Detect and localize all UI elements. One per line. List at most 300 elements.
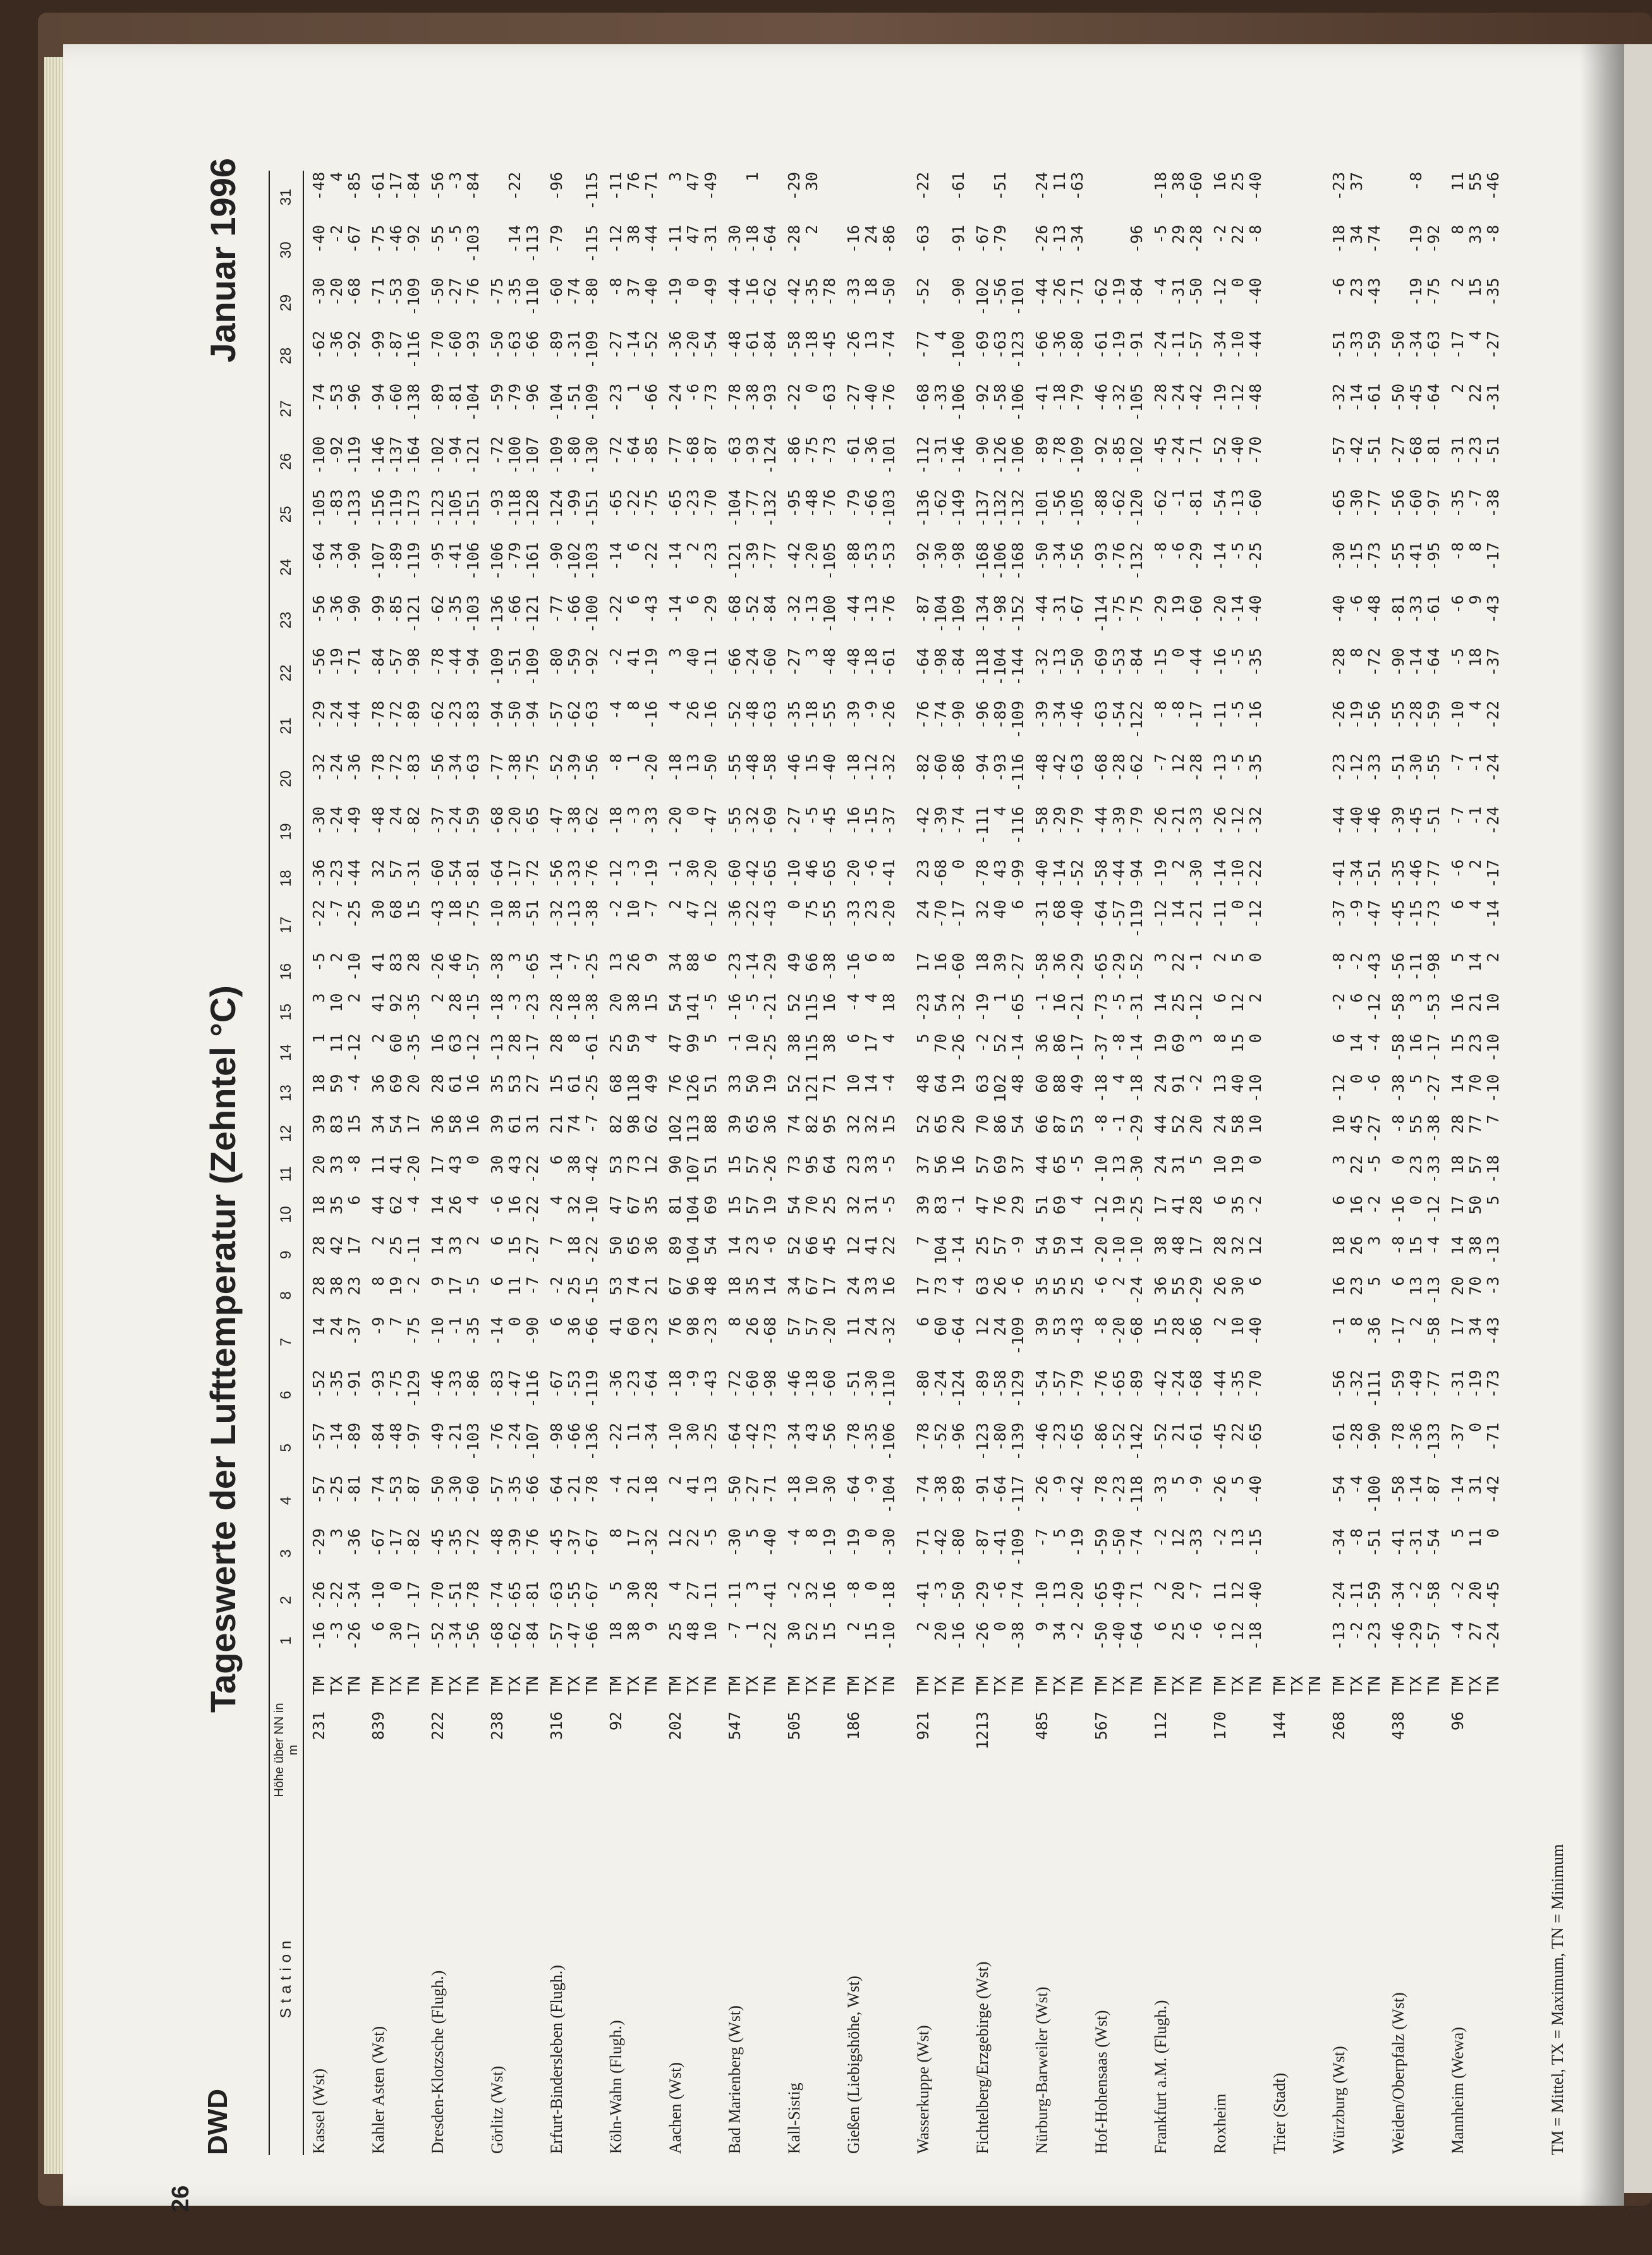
table-row: [839, 171, 863, 2155]
temp-value: 15: [862, 1621, 880, 1641]
temp-value: -31: [1407, 1528, 1425, 1557]
temp-value: 17: [1187, 1236, 1205, 1255]
temp-value: -64: [1127, 1621, 1146, 1651]
temp-value: 0: [1246, 1033, 1265, 1043]
temp-value: -12: [1365, 993, 1383, 1022]
temp-value: -74: [932, 700, 950, 729]
temp-value: -22: [327, 1581, 346, 1610]
temp-value: 33: [327, 1155, 346, 1174]
temp-value: 30: [488, 1155, 506, 1174]
temp-value: -14: [1449, 1475, 1467, 1504]
temp-value: 17: [820, 1276, 839, 1296]
temp-value: 0: [1169, 648, 1187, 658]
day-header: 16: [269, 951, 303, 992]
temp-value: -33: [1365, 753, 1383, 782]
temp-value: [1289, 382, 1306, 435]
temp-value: -8: [1151, 542, 1170, 561]
temp-value: -107: [523, 1422, 542, 1461]
temp-value: [932, 224, 950, 277]
temp-value: -45: [1407, 806, 1425, 836]
temp-value: 73: [624, 1155, 643, 1174]
temp-value: -11: [1211, 700, 1229, 729]
temp-value: -34: [785, 1422, 803, 1452]
temp-value: 41: [607, 1316, 625, 1336]
temp-value: -69: [1092, 648, 1110, 677]
temp-value: 36: [369, 1074, 387, 1093]
temp-value: -37: [1449, 1422, 1467, 1452]
temp-value: -120: [1127, 489, 1146, 528]
temp-value: 34: [785, 1276, 803, 1296]
temp-value: -106: [949, 383, 968, 422]
temp-value: -10: [428, 1316, 447, 1346]
temp-value: -63: [506, 331, 524, 360]
temp-value: -90: [1365, 1422, 1383, 1452]
temp-value: -19: [1466, 1370, 1485, 1399]
temp-value: 54: [785, 1195, 803, 1215]
temp-value: -54: [701, 331, 720, 360]
temp-value: -12: [1211, 277, 1229, 307]
temp-value: [1265, 1474, 1289, 1528]
temp-value: 6: [1449, 899, 1467, 909]
temp-value: -45: [1407, 383, 1425, 412]
temp-value: 21: [624, 1475, 643, 1495]
temp-value: -26: [880, 700, 898, 729]
temp-value: -64: [1424, 383, 1443, 412]
temp-value: 57: [743, 1195, 762, 1215]
temp-value: -57: [387, 648, 405, 677]
temp-value: 25: [973, 1236, 992, 1255]
value-code: TM: [547, 1675, 566, 1695]
temp-value: [1289, 1316, 1306, 1369]
temp-value: 17: [404, 1114, 423, 1134]
temp-value: -37: [345, 1316, 363, 1346]
temp-value: -89: [404, 700, 423, 729]
temp-value: -27: [1484, 331, 1502, 360]
temp-value: -60: [761, 648, 779, 677]
temp-value: -52: [914, 277, 932, 307]
temp-value: 54: [666, 993, 684, 1012]
temp-value: -22: [583, 1236, 601, 1265]
temp-value: 6: [1211, 1195, 1229, 1205]
temp-value: -109: [949, 595, 968, 633]
temp-value: 88: [701, 1114, 720, 1134]
temp-value: 4: [932, 331, 950, 341]
temp-value: -32: [1033, 648, 1051, 677]
temp-value: 2: [684, 542, 702, 552]
temp-value: -119: [345, 436, 363, 475]
temp-value: 69: [1050, 1195, 1069, 1215]
temp-value: 31: [1169, 1155, 1187, 1174]
temp-value: 24: [862, 224, 880, 244]
temp-value: -94: [1127, 859, 1146, 888]
temp-value: -118: [1127, 1475, 1146, 1514]
temp-value: -29: [1127, 1114, 1146, 1143]
temp-value: -72: [523, 859, 542, 888]
temp-value: 88: [684, 952, 702, 972]
temp-value: -4: [404, 1195, 423, 1215]
temp-value: -10: [1033, 1581, 1051, 1610]
temp-value: -6: [1092, 1276, 1110, 1296]
temp-value: -5: [743, 993, 762, 1012]
temp-value: 18: [310, 1074, 328, 1093]
temp-value: 60: [932, 1316, 950, 1336]
temp-value: 0: [506, 1316, 524, 1327]
temp-value: 2: [844, 1621, 863, 1632]
temp-value: -53: [1110, 648, 1128, 677]
temp-value: 17: [1449, 1316, 1467, 1336]
temp-value: -9: [1187, 1475, 1205, 1495]
temp-value: -92: [973, 383, 992, 412]
temp-value: -32: [949, 993, 968, 1022]
temp-value: -62: [932, 489, 950, 518]
station-height: 202: [666, 1711, 684, 1741]
temp-value: [1306, 805, 1324, 858]
temp-value: -74: [914, 1475, 932, 1504]
temp-value: 44: [1151, 1114, 1170, 1134]
temp-value: 3: [803, 648, 821, 658]
temp-value: 11: [1211, 1581, 1229, 1601]
temp-value: 28: [428, 1074, 447, 1093]
temp-value: -29: [1050, 806, 1069, 836]
temp-value: 32: [973, 899, 992, 919]
temp-value: -100: [1365, 1475, 1383, 1514]
temp-value: -106: [1009, 436, 1027, 475]
temp-value: -1: [1330, 1316, 1348, 1336]
temp-value: -64: [547, 1475, 566, 1504]
temp-value: -39: [1389, 806, 1407, 836]
temp-value: 2: [327, 952, 346, 963]
temp-value: -82: [914, 753, 932, 782]
temp-value: -151: [583, 489, 601, 528]
value-code: TX: [803, 1675, 821, 1695]
temp-value: -79: [1068, 383, 1086, 412]
temp-value: -26: [1330, 700, 1348, 729]
temp-value: -14: [506, 224, 524, 253]
temp-value: 38: [565, 1155, 583, 1174]
temp-value: -83: [488, 1370, 506, 1399]
temp-value: -78: [973, 859, 992, 888]
temp-value: -96: [547, 172, 566, 201]
temp-value: -20: [327, 277, 346, 307]
temp-value: 52: [785, 1236, 803, 1255]
temp-value: -18: [785, 1475, 803, 1504]
temp-value: 15: [820, 1621, 839, 1641]
temp-value: 18: [1449, 1155, 1467, 1174]
temp-value: -8: [1246, 224, 1265, 244]
temp-value: 69: [1169, 1033, 1187, 1053]
temp-value: 16: [464, 1114, 482, 1134]
temp-value: -14: [488, 1316, 506, 1346]
temp-value: -87: [973, 1528, 992, 1557]
temp-value: [1128, 171, 1146, 224]
temp-value: -5: [1229, 648, 1247, 667]
temp-value: 15: [404, 899, 423, 919]
temp-value: -34: [446, 1621, 465, 1651]
temp-value: [1306, 276, 1324, 329]
temp-value: -52: [547, 753, 566, 782]
temp-value: 25: [1229, 172, 1247, 191]
temp-value: -59: [488, 383, 506, 412]
temp-value: -12: [607, 859, 625, 888]
temp-value: [1306, 992, 1324, 1032]
temp-value: 65: [743, 1114, 762, 1134]
temp-value: -19: [1211, 383, 1229, 412]
station-name: Hof-Hohensaas (Wst): [1092, 2010, 1110, 2154]
temp-value: -11: [1169, 331, 1187, 360]
temp-value: -60: [820, 1370, 839, 1399]
temp-value: 96: [684, 1276, 702, 1296]
temp-value: -74: [310, 383, 328, 412]
temp-value: [1383, 224, 1407, 277]
temp-value: -31: [932, 436, 950, 465]
temp-value: 13: [1211, 1074, 1229, 1093]
day-header: 2: [269, 1580, 303, 1620]
temp-value: -10: [488, 899, 506, 928]
temp-value: 57: [785, 1316, 803, 1336]
temp-value: 30: [1229, 1276, 1247, 1296]
temp-value: 13: [1110, 1155, 1128, 1174]
station-name: Kall-Sistig: [785, 2082, 803, 2154]
temp-value: -2: [404, 1276, 423, 1296]
temp-value: -64: [949, 1316, 968, 1346]
station-height: 170: [1211, 1711, 1229, 1741]
station-height: 96: [1449, 1711, 1467, 1731]
temp-value: -75: [1110, 595, 1128, 624]
temp-value: 3: [1151, 952, 1170, 963]
temp-value: -52: [1127, 952, 1146, 982]
temp-value: -35: [1389, 859, 1407, 888]
temp-value: 28: [547, 1033, 566, 1053]
temp-value: 29: [1009, 1195, 1027, 1215]
temp-value: -46: [1092, 383, 1110, 412]
temp-value: 4: [1466, 700, 1485, 710]
temp-value: 74: [624, 1276, 643, 1296]
temp-value: -13: [1050, 224, 1069, 253]
temp-value: [1289, 647, 1306, 700]
temp-value: -3: [1484, 1276, 1502, 1296]
temp-value: -18: [1330, 224, 1348, 253]
temp-value: -99: [369, 595, 387, 624]
temp-value: -67: [973, 224, 992, 253]
temp-value: -61: [880, 648, 898, 677]
temp-value: -30: [862, 1370, 880, 1399]
temp-value: -53: [387, 1475, 405, 1504]
temp-value: -64: [310, 542, 328, 571]
temp-value: -80: [1068, 331, 1086, 360]
temp-value: -10: [1484, 1074, 1502, 1103]
day-header: 13: [269, 1073, 303, 1113]
temp-value: -104: [726, 489, 744, 528]
value-code: TM: [1389, 1675, 1407, 1695]
temp-value: 10: [624, 899, 643, 919]
temp-value: -2: [973, 1033, 992, 1053]
temp-value: 40: [1229, 1074, 1247, 1093]
temp-value: -43: [428, 899, 447, 928]
temp-value: -129: [1009, 1370, 1027, 1408]
temp-value: -8: [844, 1581, 863, 1601]
temp-value: -69: [761, 806, 779, 836]
value-code: TN: [583, 1675, 601, 1695]
temp-value: 38: [506, 899, 524, 919]
temp-value: 0: [387, 1581, 405, 1591]
temp-value: -84: [761, 595, 779, 624]
temp-value: -3: [327, 1621, 346, 1641]
temp-value: 31: [862, 1195, 880, 1215]
temp-value: [1265, 171, 1289, 224]
temp-value: -62: [428, 700, 447, 729]
temp-value: -24: [446, 806, 465, 836]
temp-value: -50: [1092, 1621, 1110, 1651]
temp-value: -24: [1169, 383, 1187, 412]
temp-value: -12: [1229, 383, 1247, 412]
temp-value: -32: [880, 1316, 898, 1346]
temp-value: -16: [949, 1621, 968, 1651]
temp-value: 17: [914, 1276, 932, 1296]
temp-value: 51: [1033, 1195, 1051, 1215]
temp-value: -43: [1484, 1316, 1502, 1346]
temp-value: -65: [1068, 1422, 1086, 1452]
temp-value: -72: [387, 753, 405, 782]
temp-value: -52: [726, 700, 744, 729]
temp-value: [968, 171, 992, 224]
temp-value: -53: [862, 542, 880, 571]
temp-value: -42: [1151, 1370, 1170, 1399]
temp-value: -5: [1229, 700, 1247, 720]
temp-value: -54: [1330, 1475, 1348, 1504]
temp-value: -39: [1033, 700, 1051, 729]
temp-value: -1: [666, 859, 684, 878]
temp-value: -95: [1424, 542, 1443, 571]
temp-value: -32: [785, 595, 803, 624]
temp-value: -34: [1068, 224, 1086, 253]
temp-value: 2: [666, 899, 684, 909]
temp-value: [1306, 951, 1324, 992]
temp-value: 38: [1151, 1236, 1170, 1255]
temp-value: 3: [327, 1528, 346, 1538]
temp-value: 63: [973, 1276, 992, 1296]
temp-value: -22: [523, 1195, 542, 1224]
temp-value: -75: [464, 899, 482, 928]
temp-value: -73: [1424, 899, 1443, 928]
temp-value: -60: [387, 383, 405, 412]
temp-value: -74: [1127, 1528, 1146, 1557]
temp-value: -31: [565, 331, 583, 360]
temp-value: 12: [1169, 1528, 1187, 1548]
temp-value: -118: [973, 648, 992, 686]
value-code: TX: [387, 1675, 405, 1695]
temp-value: -17: [949, 899, 968, 928]
temp-value: -62: [1127, 753, 1146, 782]
temp-value: -119: [404, 542, 423, 580]
temp-value: 55: [1466, 172, 1485, 191]
temp-value: 82: [607, 1114, 625, 1134]
temp-value: -8: [607, 753, 625, 773]
temp-value: [880, 171, 898, 224]
temp-value: 8: [565, 1033, 583, 1043]
temp-value: 33: [446, 1236, 465, 1255]
temp-value: -49: [428, 1422, 447, 1452]
value-code: TX: [862, 1675, 880, 1695]
temp-value: 32: [1229, 1236, 1247, 1255]
temp-value: -22: [642, 542, 660, 571]
value-code: TX: [1288, 1675, 1306, 1695]
temp-value: 2: [428, 993, 447, 1003]
temp-value: [1289, 224, 1306, 277]
temp-value: -121: [523, 595, 542, 633]
station-name: Frankfurt a.M. (Flugh.): [1151, 2000, 1170, 2154]
temp-value: 30: [369, 899, 387, 919]
temp-value: -24: [327, 806, 346, 836]
temp-value: -52: [1211, 436, 1229, 465]
temp-value: 12: [642, 1155, 660, 1174]
temp-value: 0: [803, 383, 821, 393]
temp-value: -5: [1068, 1155, 1086, 1174]
temp-value: 9: [642, 952, 660, 963]
temp-value: 53: [607, 1276, 625, 1296]
temp-value: -89: [547, 331, 566, 360]
temp-value: -53: [880, 542, 898, 571]
temp-value: -30: [726, 224, 744, 253]
temp-value: [1265, 951, 1289, 992]
temp-value: -16: [642, 700, 660, 729]
temp-value: -6: [488, 1195, 506, 1215]
temp-value: -37: [1092, 1033, 1110, 1062]
temp-value: 59: [1050, 1236, 1069, 1255]
temp-value: -7: [1187, 1581, 1205, 1601]
temp-value: -81: [446, 383, 465, 412]
temp-value: -63: [1424, 331, 1443, 360]
temp-value: 0: [1347, 1074, 1366, 1084]
temp-value: -18: [1151, 172, 1170, 201]
temp-value: 18: [1330, 1236, 1348, 1255]
temp-value: 74: [565, 1114, 583, 1134]
temp-value: -29: [761, 952, 779, 982]
temp-value: -107: [523, 436, 542, 475]
temp-value: 76: [666, 1316, 684, 1336]
temp-value: -88: [1092, 489, 1110, 518]
temp-value: -8: [1347, 1528, 1366, 1548]
temp-value: -68: [488, 1621, 506, 1651]
temp-value: -30: [310, 806, 328, 836]
value-code: TN: [1484, 1675, 1502, 1695]
temp-value: 90: [666, 1155, 684, 1174]
temp-value: -54: [1033, 1370, 1051, 1399]
temp-value: -40: [1033, 859, 1051, 888]
table-row: [1205, 171, 1229, 2155]
temp-value: 1: [743, 172, 762, 182]
temp-value: 39: [1033, 1316, 1051, 1336]
temp-value: -64: [1092, 899, 1110, 928]
temp-value: -26: [1151, 806, 1170, 836]
temp-value: -5: [1110, 993, 1128, 1012]
temp-value: -43: [642, 595, 660, 624]
temp-value: 2: [666, 1475, 684, 1485]
temp-value: [566, 224, 583, 277]
temp-value: -102: [428, 436, 447, 475]
temp-value: -137: [973, 489, 992, 528]
temp-value: -62: [1110, 489, 1128, 518]
temp-value: 14: [1347, 1033, 1366, 1053]
temp-value: -34: [1050, 542, 1069, 571]
value-code: TN: [1424, 1675, 1443, 1695]
temp-value: -40: [1246, 1581, 1265, 1610]
temp-value: -87: [387, 331, 405, 360]
temp-value: -68: [726, 595, 744, 624]
temp-value: -76: [1092, 1370, 1110, 1399]
value-code: TN: [701, 1675, 720, 1695]
temp-value: -146: [949, 436, 968, 475]
value-code: TX: [1169, 1675, 1187, 1695]
